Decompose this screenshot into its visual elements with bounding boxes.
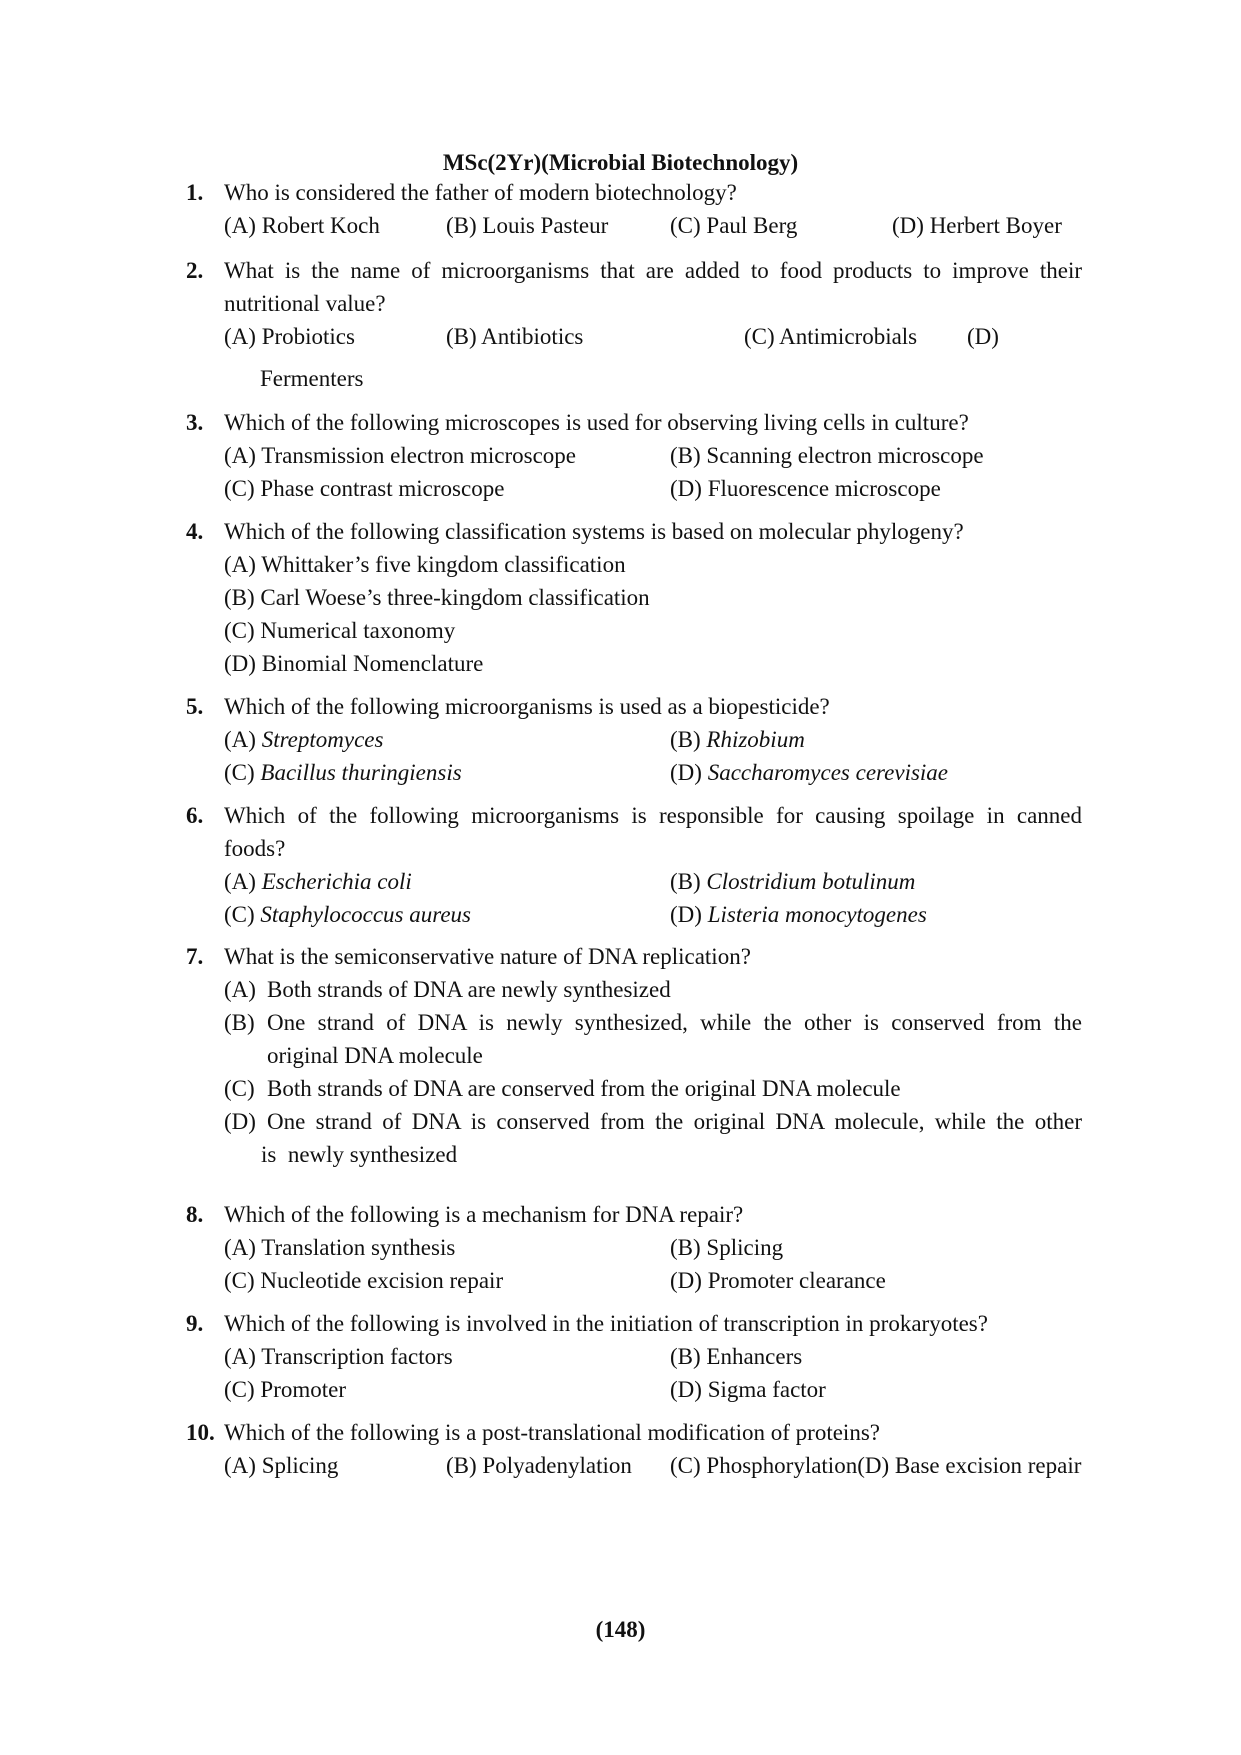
question-text: Which of the following microscopes is used for observing living cells in culture? xyxy=(224,410,969,435)
question-number: 1. xyxy=(186,180,204,205)
question-number: 2. xyxy=(186,258,204,283)
option-b: (B) Enhancers xyxy=(670,1344,803,1369)
question-number: 7. xyxy=(186,944,204,969)
option-b-label: (B) xyxy=(224,1010,255,1035)
option-c: (C) Numerical taxonomy xyxy=(224,618,456,643)
option-a: (A) Transmission electron microscope xyxy=(224,443,576,468)
option-c: (C) Phase contrast microscope xyxy=(224,476,505,501)
question-text: Which of the following classification systems is based on molecular phylogeny? xyxy=(224,519,964,544)
option-b: (B) Polyadenylation xyxy=(446,1453,632,1478)
option-d: (D) Promoter clearance xyxy=(670,1268,886,1293)
page-title: MSc(2Yr)(Microbial Biotechnology) xyxy=(442,150,799,175)
option-b-text-cont: original DNA molecule xyxy=(267,1043,483,1068)
option-c-d: (C) Phosphorylation(D) Base excision repair xyxy=(670,1453,1082,1478)
option-a: (A) Splicing xyxy=(224,1453,339,1478)
question-number: 3. xyxy=(186,410,204,435)
option-b: (B) Clostridium botulinum xyxy=(670,869,916,894)
question-text: Which of the following microorganisms is used as a biopesticide? xyxy=(224,694,830,719)
question-text: What is the semiconservative nature of DNA replication? xyxy=(224,944,751,969)
question-text-cont: nutritional value? xyxy=(224,291,386,316)
question-text: Who is considered the father of modern biotechnology? xyxy=(224,180,737,205)
option-d-text-cont: is newly synthesized xyxy=(261,1142,458,1167)
option-d: (D) Saccharomyces cerevisiae xyxy=(670,760,949,785)
question-number: 4. xyxy=(186,519,204,544)
option-d: (D) Listeria monocytogenes xyxy=(670,902,927,927)
option-b: (B) Splicing xyxy=(670,1235,784,1260)
option-d: (D) Sigma factor xyxy=(670,1377,826,1402)
question-text-cont: foods? xyxy=(224,836,286,861)
option-b: (B) Scanning electron microscope xyxy=(670,443,984,468)
question-text: Which of the following is involved in the initiation of transcription in prokaryotes? xyxy=(224,1311,988,1336)
option-c: (C) Staphylococcus aureus xyxy=(224,902,471,927)
option-a-label: (A) xyxy=(224,977,256,1002)
option-b: (B) Carl Woese’s three-kingdom classification xyxy=(224,585,650,610)
option-a-text: Both strands of DNA are newly synthesized xyxy=(267,977,671,1002)
option-c: (C) Nucleotide excision repair xyxy=(224,1268,504,1293)
option-b-text: One strand of DNA is newly synthesized, while the other is conserved from the xyxy=(267,1010,1082,1035)
option-c-text: Both strands of DNA are conserved from the original DNA molecule xyxy=(267,1076,901,1101)
option-a: (A) Whittaker’s five kingdom classification xyxy=(224,552,626,577)
option-a: (A) Robert Koch xyxy=(224,213,380,238)
option-d-label: (D) xyxy=(224,1109,256,1134)
option-a: (A) Probiotics xyxy=(224,324,355,349)
question-text: What is the name of microorganisms that are added to food products to improve their xyxy=(224,258,1082,283)
option-b: (B) Louis Pasteur xyxy=(446,213,609,238)
question-text: Which of the following is a mechanism for DNA repair? xyxy=(224,1202,744,1227)
option-d-text: Fermenters xyxy=(260,366,364,391)
option-a: (A) Transcription factors xyxy=(224,1344,453,1369)
option-c: (C) Promoter xyxy=(224,1377,347,1402)
option-a: (A) Escherichia coli xyxy=(224,869,412,894)
option-b: (B) Antibiotics xyxy=(446,324,584,349)
question-number: 10. xyxy=(186,1420,215,1445)
question-text: Which of the following is a post-translational modification of proteins? xyxy=(224,1420,880,1445)
question-number: 6. xyxy=(186,803,204,828)
page-number: (148) xyxy=(595,1617,646,1642)
question-text: Which of the following microorganisms is responsible for causing spoilage in canned xyxy=(224,803,1082,828)
option-b: (B) Rhizobium xyxy=(670,727,805,752)
option-d: (D) Herbert Boyer xyxy=(892,213,1062,238)
question-number: 8. xyxy=(186,1202,204,1227)
option-c: (C) Paul Berg xyxy=(670,213,798,238)
option-d-text: One strand of DNA is conserved from the original DNA molecule, while the other xyxy=(267,1109,1082,1134)
option-d: (D) Binomial Nomenclature xyxy=(224,651,484,676)
option-d-label: (D) xyxy=(967,324,999,349)
option-d: (D) Fluorescence microscope xyxy=(670,476,941,501)
option-c: (C) Antimicrobials xyxy=(744,324,918,349)
option-c: (C) Bacillus thuringiensis xyxy=(224,760,462,785)
question-number: 9. xyxy=(186,1311,204,1336)
option-a: (A) Streptomyces xyxy=(224,727,384,752)
question-number: 5. xyxy=(186,694,204,719)
option-a: (A) Translation synthesis xyxy=(224,1235,456,1260)
option-c-label: (C) xyxy=(224,1076,255,1101)
